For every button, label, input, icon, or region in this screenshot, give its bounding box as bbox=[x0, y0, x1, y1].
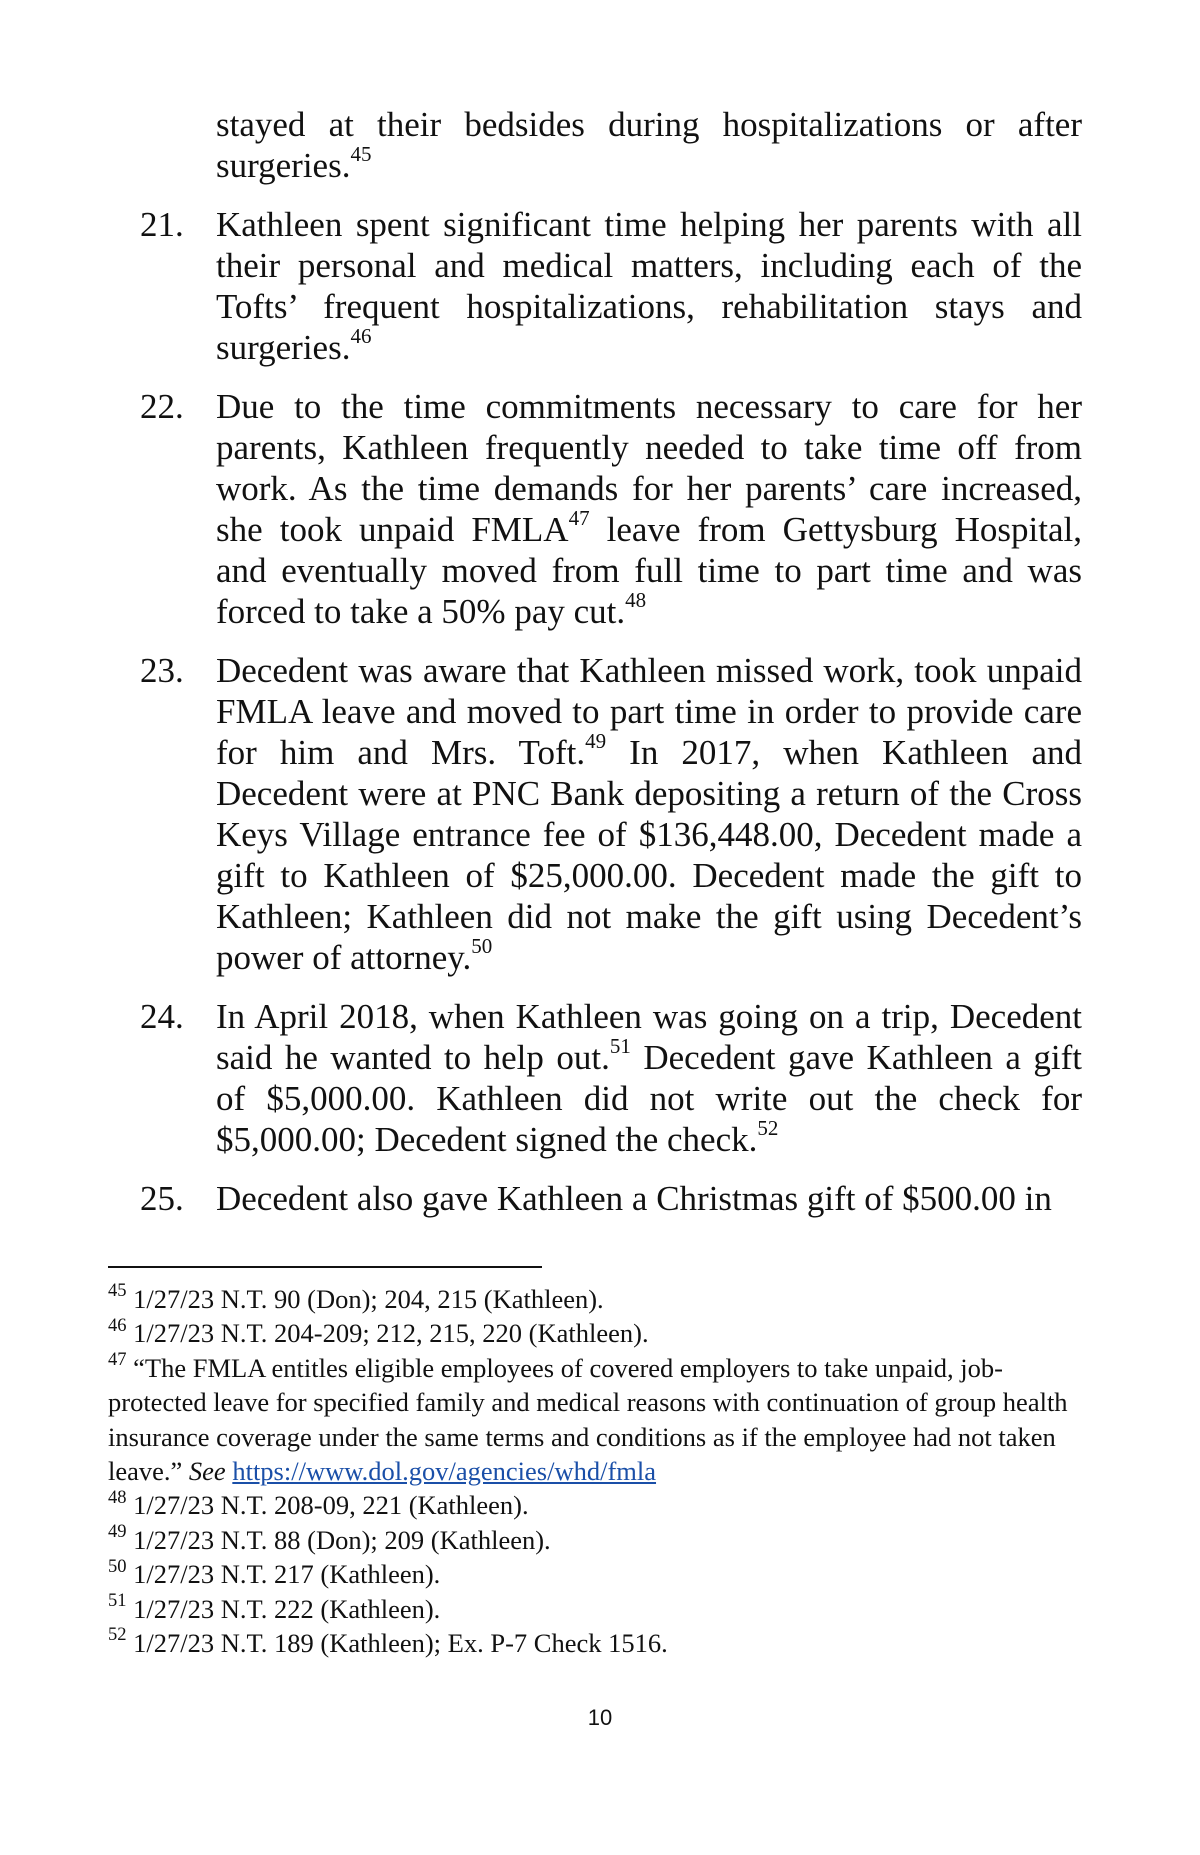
footnote-text: 1/27/23 N.T. 88 (Don); 209 (Kathleen). bbox=[126, 1524, 551, 1555]
paragraph-text: In 2017, when Kathleen and Decedent were at PNC Bank depositing a return of the Cross Keys Village entrance fee of $136,448.00, Decedent made a gift to Kathleen of $25,000.00. Decedent made the gift to Kathleen; Kathleen did not make the gift using Decedent’s power of attorney. bbox=[216, 733, 1082, 977]
footnote-number: 51 bbox=[108, 1589, 127, 1611]
footnote-number: 49 bbox=[108, 1521, 127, 1543]
footnote-number: 47 bbox=[108, 1349, 127, 1371]
footnote-ref[interactable]: 50 bbox=[471, 934, 493, 959]
footnote-number: 50 bbox=[108, 1555, 127, 1577]
footnote-ref[interactable]: 45 bbox=[350, 142, 372, 167]
footnote-ref[interactable]: 49 bbox=[585, 729, 607, 754]
body-text bbox=[140, 104, 1082, 1237]
footnote-text: 1/27/23 N.T. 208-09, 221 (Kathleen). bbox=[126, 1490, 529, 1521]
paragraph-text: leave from Gettysburg Hospital, and eventually moved from full time to part time and was forced to take a 50% pay cut. bbox=[216, 510, 1082, 631]
footnote-number: 48 bbox=[108, 1486, 127, 1508]
paragraph-text: Decedent also gave Kathleen a Christmas gift of $500.00 in bbox=[216, 1179, 1052, 1218]
footnote-47 bbox=[108, 1351, 1088, 1489]
paragraph-continuation bbox=[140, 104, 1082, 186]
footnote-number: 46 bbox=[108, 1314, 127, 1336]
footnote-51 bbox=[108, 1589, 1088, 1626]
footnote-ref[interactable]: 51 bbox=[609, 1034, 631, 1059]
paragraph-number: 24. bbox=[140, 997, 184, 1036]
paragraph-number: 22. bbox=[140, 387, 184, 426]
page-number: 10 bbox=[587, 1705, 613, 1730]
footnote-45 bbox=[108, 1282, 1088, 1316]
paragraph-23 bbox=[140, 650, 1082, 978]
footnote-ref[interactable]: 47 bbox=[568, 506, 590, 531]
footnote-52 bbox=[108, 1626, 1088, 1660]
footnote-divider bbox=[108, 1266, 542, 1268]
paragraph-text: stayed at their bedsides during hospitalizations or after surgeries. bbox=[216, 105, 1082, 185]
footnote-number: 52 bbox=[108, 1624, 127, 1646]
paragraph-24 bbox=[140, 996, 1082, 1160]
paragraph-number: 21. bbox=[140, 205, 184, 244]
paragraph-number: 25. bbox=[140, 1179, 184, 1218]
footnote-46 bbox=[108, 1316, 1088, 1350]
footnote-49 bbox=[108, 1523, 1088, 1557]
dol-fmla-link[interactable]: https://www.dol.gov/agencies/whd/fmla bbox=[232, 1456, 657, 1487]
paragraph-25 bbox=[140, 1178, 1082, 1219]
see-signal: See bbox=[188, 1456, 226, 1487]
footnote-text: 1/27/23 N.T. 189 (Kathleen); Ex. P-7 Check 1516. bbox=[126, 1628, 668, 1659]
footnote-text: 1/27/23 N.T. 222 (Kathleen). bbox=[126, 1593, 441, 1624]
footnote-ref[interactable]: 46 bbox=[350, 324, 372, 349]
footnote-50 bbox=[108, 1557, 1088, 1591]
footnote-ref[interactable]: 52 bbox=[757, 1116, 779, 1141]
paragraph-number: 23. bbox=[140, 651, 184, 690]
footnote-text: 1/27/23 N.T. 90 (Don); 204, 215 (Kathleen). bbox=[126, 1284, 604, 1314]
footnote-ref[interactable]: 48 bbox=[625, 588, 647, 613]
footnote-text: “The FMLA entitles eligible employees of covered employers to take unpaid, job-protected leave for specified family and medical reasons with continuation of group health insurance coverage under the same terms and conditions as if the employee had not taken leave.” bbox=[108, 1352, 1068, 1487]
paragraph-text: Kathleen spent significant time helping her parents with all their personal and medical matters, including each of the Tofts’ frequent hospitalizations, rehabilitation stays and surgeries. bbox=[216, 205, 1082, 367]
paragraph-21 bbox=[140, 204, 1082, 368]
footnotes bbox=[108, 1282, 1088, 1660]
paragraph-text: Decedent was aware that Kathleen missed work, took unpaid FMLA leave and moved to part time in order to provide care for him and Mrs. Toft. bbox=[216, 651, 1082, 772]
footnote-48 bbox=[108, 1488, 1088, 1522]
footnote-text: 1/27/23 N.T. 217 (Kathleen). bbox=[126, 1559, 441, 1590]
paragraph-text: Decedent gave Kathleen a gift of $5,000.00. Kathleen did not write out the check for $5,000.00; Decedent signed the check. bbox=[216, 1038, 1082, 1159]
paragraph-text: Due to the time commitments necessary to care for her parents, Kathleen frequently needed to take time off from work. As the time demands for her parents’ care increased, she took unpaid FMLA bbox=[216, 387, 1082, 549]
paragraph-22 bbox=[140, 386, 1082, 632]
paragraph-text: In April 2018, when Kathleen was going on a trip, Decedent said he wanted to help out. bbox=[216, 997, 1082, 1077]
footnote-text: 1/27/23 N.T. 204-209; 212, 215, 220 (Kathleen). bbox=[126, 1318, 649, 1349]
footnote-number: 45 bbox=[108, 1280, 127, 1302]
